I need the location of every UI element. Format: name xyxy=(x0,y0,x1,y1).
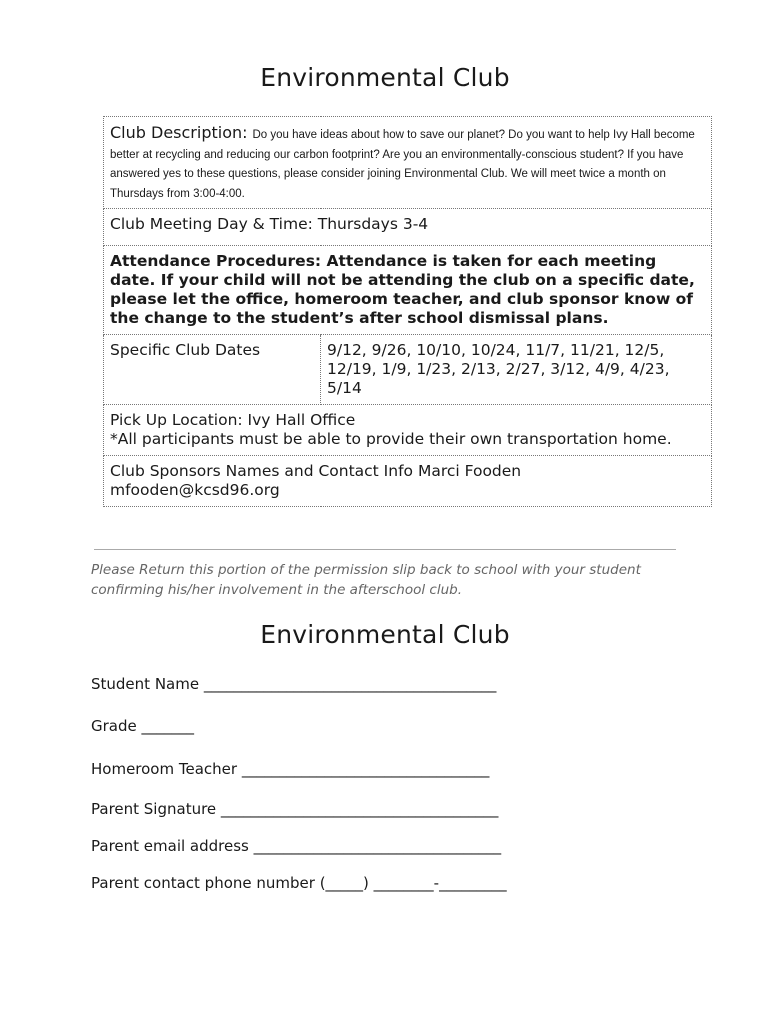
meeting-row xyxy=(104,209,712,246)
parent-signature-field[interactable]: Parent Signature _____________________________________ xyxy=(91,800,499,818)
sponsor-row xyxy=(104,456,712,507)
permission-slip-title: Environmental Club xyxy=(260,620,510,649)
meeting-cell: Club Meeting Day & Time: Thursdays 3-4 xyxy=(104,209,712,246)
sponsor-cell xyxy=(104,456,712,507)
description-text: Do you have ideas about how to save our planet? Do you want to help Ivy Hall become better at recycling and reducing our carbon footprint? Are you an environmentally-conscious student? If you have answered yes to these questions, please consider joining Environmental Club. We will meet twice a month on Thursdays from 3:00-4:00. xyxy=(110,129,695,200)
attendance-row xyxy=(104,246,712,335)
pickup-note: *All participants must be able to provide their own transportation home. xyxy=(110,430,672,448)
dates-row xyxy=(104,335,712,405)
student-name-field[interactable]: Student Name _______________________________________ xyxy=(91,675,497,693)
pickup-location: Pick Up Location: Ivy Hall Office xyxy=(110,411,356,429)
cut-divider xyxy=(94,549,676,550)
sponsor-name: Club Sponsors Names and Contact Info Marci Fooden xyxy=(110,462,522,480)
description-cell xyxy=(104,117,712,209)
club-info-table xyxy=(103,116,712,507)
pickup-cell xyxy=(104,405,712,456)
parent-phone-field[interactable]: Parent contact phone number (_____) ________-_________ xyxy=(91,874,507,892)
homeroom-teacher-field[interactable]: Homeroom Teacher _________________________________ xyxy=(91,760,490,778)
dates-value: 9/12, 9/26, 10/10, 10/24, 11/7, 11/21, 12/5, 12/19, 1/9, 1/23, 2/13, 2/27, 3/12, 4/9, 4/23, 5/14 xyxy=(321,335,712,405)
grade-field[interactable]: Grade _______ xyxy=(91,717,195,735)
parent-email-field[interactable]: Parent email address _________________________________ xyxy=(91,837,502,855)
description-label: Club Description: xyxy=(110,123,248,142)
page-title: Environmental Club xyxy=(260,63,510,92)
dates-label: Specific Club Dates xyxy=(104,335,321,405)
description-row xyxy=(104,117,712,209)
pickup-row xyxy=(104,405,712,456)
attendance-cell: Attendance Procedures: Attendance is taken for each meeting date. If your child will not be attending the club on a specific date, please let the office, homeroom teacher, and club sponsor know of the change to the student’s after school dismissal plans. xyxy=(104,246,712,335)
return-instructions: Please Return this portion of the permission slip back to school with your student confirming his/her involvement in the afterschool club. xyxy=(91,562,641,598)
sponsor-email: mfooden@kcsd96.org xyxy=(110,481,280,499)
